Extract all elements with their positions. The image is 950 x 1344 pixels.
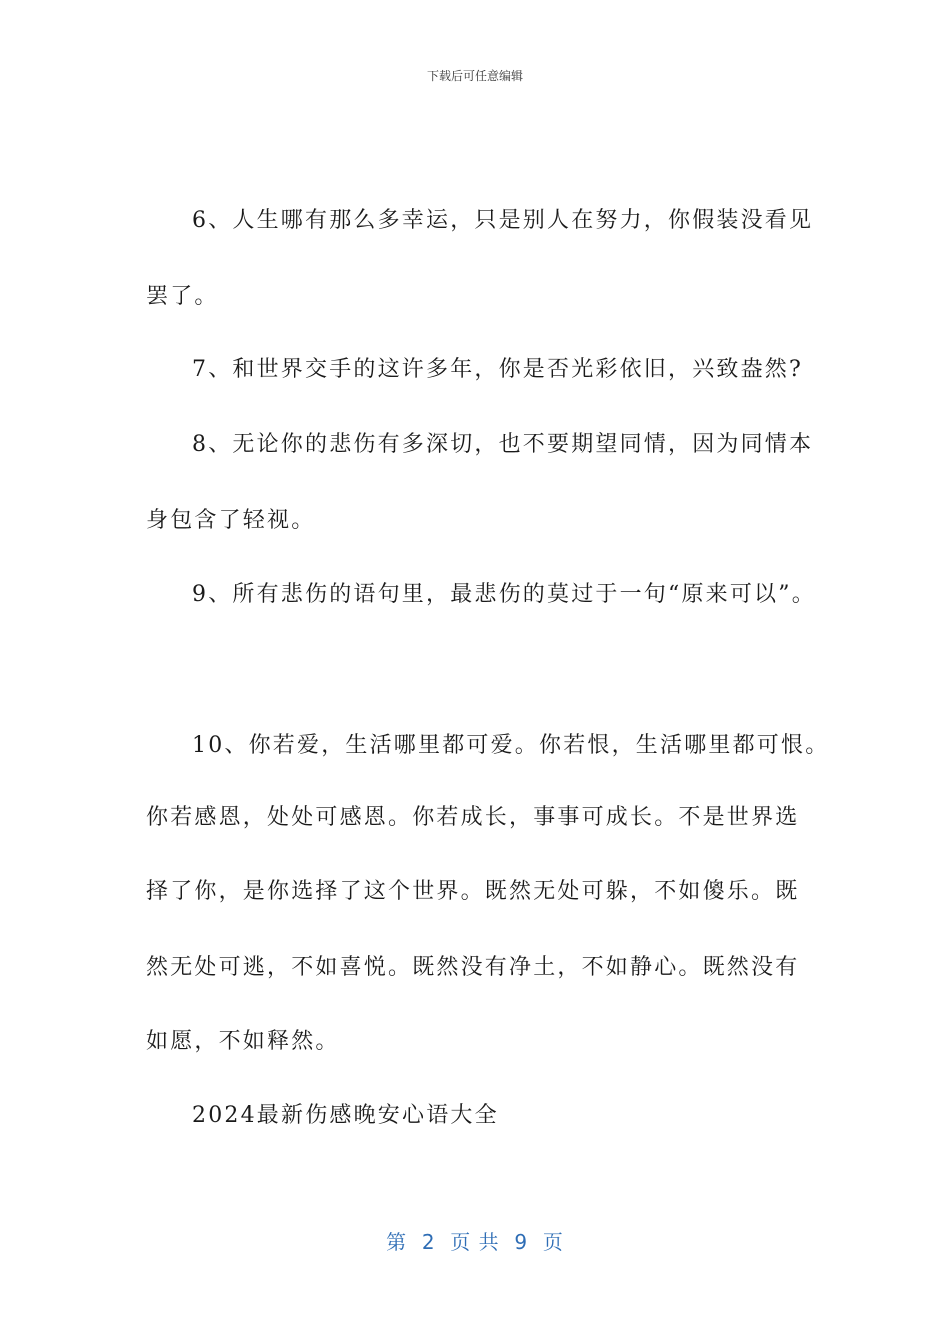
paragraph-10-line-4: 然无处可逃，不如喜悦。既然没有净土，不如静心。既然没有 [146, 955, 800, 980]
paragraph-9-line-1: 9、所有悲伤的语句里，最悲伤的莫过于一句“原来可以”。 [192, 582, 816, 607]
paragraph-10-line-5: 如愿，不如释然。 [146, 1029, 340, 1054]
paragraph-7-line-1: 7、和世界交手的这许多年，你是否光彩依旧，兴致盎然? [192, 357, 803, 382]
paragraph-10-line-1: 10、你若爱，生活哪里都可爱。你若恨，生活哪里都可恨。 [192, 733, 830, 758]
paragraph-10-line-3: 择了你，是你选择了这个世界。既然无处可躲，不如傻乐。既 [146, 879, 800, 904]
page-header: 下载后可任意编辑 [426, 69, 523, 83]
section-heading: 2024最新伤感晚安心语大全 [192, 1103, 499, 1128]
page-number-footer: 第 2 页 共 9 页 [386, 1230, 564, 1254]
paragraph-10-line-2: 你若感恩，处处可感恩。你若成长，事事可成长。不是世界选 [146, 805, 800, 830]
paragraph-8-line-1: 8、无论你的悲伤有多深切，也不要期望同情，因为同情本 [192, 432, 814, 457]
paragraph-6-line-1: 6、人生哪有那么多幸运，只是别人在努力，你假装没看见 [192, 208, 814, 233]
paragraph-8-line-2: 身包含了轻视。 [146, 508, 316, 533]
paragraph-6-line-2: 罢了。 [146, 284, 219, 309]
